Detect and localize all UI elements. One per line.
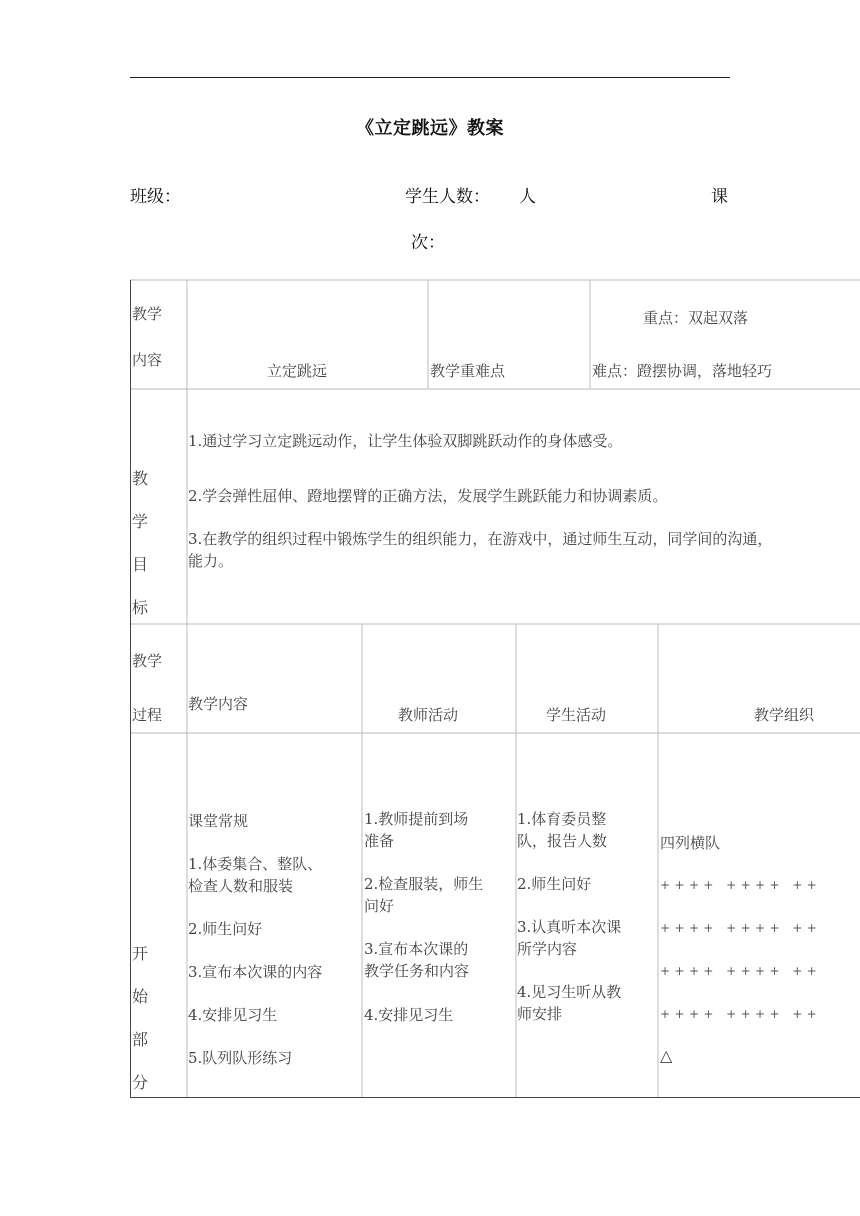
start-content-item: 4.安排见习生 (188, 1006, 278, 1024)
start-content-item: 2.师生问好 (188, 920, 263, 938)
formation-row: + + + + + + + + + + (660, 921, 818, 935)
process-label-1: 教学 (132, 652, 163, 670)
process-label-2: 过程 (132, 706, 163, 724)
col-header-content: 教学内容 (188, 695, 249, 713)
start-teacher-item: 2.检查服装，师生 (364, 875, 484, 893)
col-header-organization: 教学组织 (754, 706, 815, 724)
start-student-item: 2.师生问好 (517, 875, 592, 893)
start-teacher-item: 问好 (364, 897, 395, 915)
start-content-item: 3.宣布本次课的内容 (188, 963, 323, 981)
start-content-item: 课堂常规 (188, 812, 249, 830)
row-content-label-1: 教学 (132, 305, 163, 323)
start-student-item: 师安排 (517, 1005, 563, 1023)
difficulty-text: 难点：蹬摆协调，落地轻巧 (592, 362, 773, 380)
goal-2: 2.学会弹性屈伸、蹬地摆臂的正确方法，发展学生跳跃能力和协调素质。 (188, 487, 668, 505)
goals-label-char-4: 标 (132, 598, 149, 617)
goal-1: 1.通过学习立定跳远动作，让学生体验双脚跳跃动作的身体感受。 (188, 432, 623, 450)
goal-3: 3.在教学的组织过程中锻炼学生的组织能力，在游戏中，通过师生互动，同学间的沟通， (188, 530, 773, 548)
lesson-label-part2: 次： (411, 233, 445, 253)
start-student-item: 3.认真听本次课 (517, 918, 622, 936)
formation-row: + + + + + + + + + + (660, 964, 818, 978)
students-unit: 人 (519, 187, 536, 207)
teacher-position-triangle-icon: △ (660, 1046, 673, 1065)
start-label-char-3: 部 (132, 1030, 149, 1049)
goals-label-char-2: 学 (132, 512, 149, 531)
start-label-char-2: 始 (132, 987, 149, 1006)
students-label: 学生人数： (405, 187, 490, 207)
start-teacher-item: 准备 (364, 832, 395, 850)
col-header-teacher: 教师活动 (398, 706, 459, 724)
formation-row: + + + + + + + + + + (660, 1007, 818, 1021)
lesson-label-part1: 课 (711, 187, 728, 207)
start-content-item: 5.队列队形练习 (188, 1049, 293, 1067)
start-student-item: 队，报告人数 (517, 832, 608, 850)
start-teacher-item: 4.安排见习生 (364, 1006, 454, 1024)
key-points-label: 教学重难点 (430, 362, 506, 380)
page-title: 《立定跳远》教案 (356, 118, 504, 139)
start-content-item: 检查人数和服装 (188, 877, 294, 895)
goals-label-char-3: 目 (132, 555, 149, 574)
start-teacher-item: 教学任务和内容 (364, 962, 470, 980)
top-rule (130, 77, 730, 78)
start-label-char-4: 分 (132, 1073, 149, 1092)
start-student-item: 4.见习生听从教 (517, 983, 622, 1001)
start-student-item: 1.体育委员整 (517, 810, 607, 828)
goal-3-continued: 能力。 (188, 552, 234, 570)
start-teacher-item: 1.教师提前到场 (364, 810, 469, 828)
goals-label-char-1: 教 (132, 469, 149, 488)
formation-row: + + + + + + + + + + (660, 878, 818, 892)
row-content-label-2: 内容 (132, 351, 163, 369)
start-teacher-item: 3.宣布本次课的 (364, 940, 469, 958)
start-student-item: 所学内容 (517, 940, 578, 958)
class-label: 班级： (130, 187, 181, 207)
start-content-item: 1.体委集合、整队、 (188, 855, 323, 873)
formation-title: 四列横队 (660, 834, 721, 852)
col-header-student: 学生活动 (546, 706, 607, 724)
teaching-content-value: 立定跳远 (267, 362, 328, 380)
key-point-text: 重点：双起双落 (643, 309, 749, 327)
start-label-char-1: 开 (132, 944, 149, 963)
